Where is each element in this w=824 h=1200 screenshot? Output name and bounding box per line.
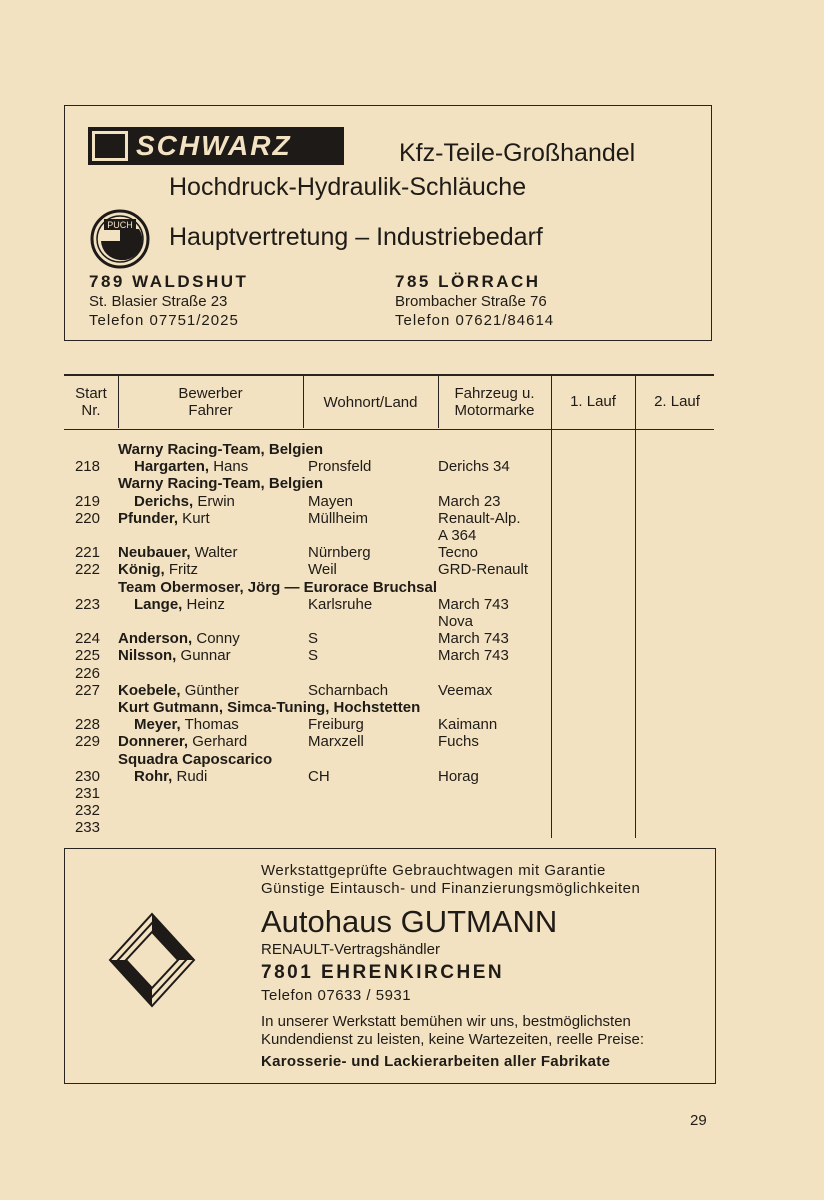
header-wohnort: Wohnort/Land bbox=[323, 394, 418, 411]
header-fahrzeug-line2: Motormarke bbox=[454, 402, 535, 419]
gutmann-phone: Telefon 07633 / 5931 bbox=[261, 987, 412, 1004]
hometown: Freiburg bbox=[308, 716, 364, 734]
ad-text-werkstatt: In unserer Werkstatt bemühen wir uns, bestmöglichsten bbox=[261, 1013, 631, 1030]
header-lauf2: 2. Lauf bbox=[654, 393, 700, 410]
driver-last-name: Lange, bbox=[134, 595, 183, 613]
driver-name bbox=[134, 768, 207, 785]
header-bewerber: Bewerber bbox=[178, 385, 243, 402]
column-divider bbox=[551, 376, 552, 838]
hometown: Marxzell bbox=[308, 733, 364, 751]
driver-name bbox=[118, 544, 237, 561]
start-number: 227 bbox=[74, 681, 100, 699]
hometown: Müllheim bbox=[308, 509, 369, 527]
vehicle: Fuchs bbox=[438, 733, 479, 751]
driver-first-name: Gerhard bbox=[188, 733, 248, 751]
hometown: Nürnberg bbox=[308, 544, 371, 562]
tagline-kfz-teile: Kfz-Teile-Großhandel bbox=[399, 139, 636, 167]
renault-logo-icon bbox=[106, 910, 198, 1010]
driver-first-name: Thomas bbox=[180, 716, 239, 734]
driver-first-name: Fritz bbox=[164, 561, 198, 579]
hometown: S bbox=[308, 647, 319, 665]
driver-name bbox=[134, 458, 248, 475]
driver-last-name: Hargarten, bbox=[134, 458, 210, 476]
driver-last-name: Derichs, bbox=[134, 492, 194, 510]
vehicle: Tecno bbox=[438, 544, 479, 562]
loerrach-city: 785 LÖRRACH bbox=[395, 272, 541, 291]
hometown: Weil bbox=[308, 561, 337, 579]
vehicle: GRD-Renault bbox=[438, 561, 529, 579]
start-number: 221 bbox=[74, 544, 100, 562]
ehrenkirchen-city: 7801 EHRENKIRCHEN bbox=[261, 962, 505, 983]
column-divider bbox=[635, 376, 636, 838]
driver-last-name: Koebele, bbox=[118, 681, 181, 699]
header-fahrer: Fahrer bbox=[188, 402, 233, 419]
start-number: 230 bbox=[74, 767, 100, 785]
tagline-hydraulik: Hochdruck-Hydraulik-Schläuche bbox=[169, 173, 527, 201]
driver-last-name: Nilsson, bbox=[118, 647, 177, 665]
driver-name bbox=[134, 596, 225, 613]
driver-last-name: Neubauer, bbox=[118, 544, 191, 562]
schwarz-logo-text: SCHWARZ bbox=[136, 130, 292, 161]
driver-last-name: Anderson, bbox=[118, 630, 193, 648]
schwarz-logo bbox=[88, 127, 344, 165]
team-name: Warny Racing-Team, Belgien bbox=[118, 475, 324, 493]
team-name: Kurt Gutmann, Simca-Tuning, Hochstetten bbox=[118, 699, 421, 716]
start-number: 229 bbox=[74, 733, 100, 751]
loerrach-phone: Telefon 07621/84614 bbox=[395, 312, 555, 329]
start-number: 226 bbox=[74, 664, 100, 682]
hometown: Pronsfeld bbox=[308, 458, 372, 476]
start-number: 231 bbox=[74, 785, 100, 802]
start-number: 228 bbox=[74, 716, 100, 734]
vehicle: Horag bbox=[438, 767, 479, 785]
driver-name bbox=[118, 647, 231, 664]
driver-name bbox=[118, 682, 239, 699]
driver-last-name: Rohr, bbox=[134, 767, 173, 785]
driver-name bbox=[118, 630, 240, 647]
renault-dealer-line: RENAULT-Vertragshändler bbox=[261, 941, 440, 958]
puch-logo-icon bbox=[90, 209, 150, 269]
driver-last-name: König, bbox=[118, 561, 165, 579]
table-header-rule bbox=[64, 429, 714, 430]
start-number: 225 bbox=[74, 647, 100, 665]
waldshut-phone: Telefon 07751/2025 bbox=[89, 312, 239, 329]
vehicle: Derichs 34 bbox=[438, 458, 510, 476]
driver-first-name: Conny bbox=[192, 630, 240, 648]
header-bewerber-fahrer bbox=[118, 385, 303, 419]
waldshut-street: St. Blasier Straße 23 bbox=[89, 293, 228, 310]
driver-first-name: Kurt bbox=[178, 509, 210, 527]
header-start: Start bbox=[75, 385, 107, 402]
driver-first-name: Walter bbox=[190, 544, 238, 562]
driver-first-name: Erwin bbox=[193, 492, 235, 510]
vehicle: A 364 bbox=[438, 527, 477, 544]
driver-first-name: Heinz bbox=[182, 595, 225, 613]
vehicle: March 743 bbox=[438, 595, 509, 613]
ad-line-gebrauchtwagen: Werkstattgeprüfte Gebrauchtwagen mit Garantie bbox=[261, 862, 606, 879]
autohaus-gutmann-title: Autohaus GUTMANN bbox=[261, 904, 558, 939]
hometown: S bbox=[308, 630, 319, 648]
start-number: 232 bbox=[74, 802, 100, 820]
team-name: Squadra Caposcarico bbox=[118, 750, 273, 768]
start-number: 218 bbox=[74, 458, 100, 476]
start-number: 220 bbox=[74, 509, 100, 527]
header-nr: Nr. bbox=[81, 402, 101, 419]
vehicle: Kaimann bbox=[438, 716, 498, 734]
vehicle: Nova bbox=[438, 613, 474, 630]
vehicle: March 743 bbox=[438, 647, 509, 665]
hometown: Karlsruhe bbox=[308, 595, 373, 613]
start-number: 223 bbox=[74, 595, 100, 613]
vehicle: March 23 bbox=[438, 492, 501, 510]
header-start-nr bbox=[64, 385, 118, 419]
driver-name bbox=[118, 733, 247, 750]
hometown: Scharnbach bbox=[308, 681, 389, 699]
vehicle: Renault-Alp. bbox=[438, 509, 521, 527]
ad-line-eintausch: Günstige Eintausch- und Finanzierungsmöglichkeiten bbox=[261, 880, 641, 897]
team-name: Team Obermoser, Jörg — Eurorace Bruchsal bbox=[118, 578, 438, 596]
hometown: CH bbox=[308, 767, 330, 785]
start-number: 219 bbox=[74, 492, 100, 510]
table-top-rule bbox=[64, 374, 714, 376]
driver-name bbox=[118, 561, 198, 578]
vehicle: Veemax bbox=[438, 681, 493, 699]
header-fahrzeug-line1: Fahrzeug u. bbox=[454, 385, 535, 402]
puch-logo-text: PUCH bbox=[107, 220, 133, 230]
start-number: 224 bbox=[74, 630, 100, 648]
team-name: Warny Racing-Team, Belgien bbox=[118, 441, 324, 458]
ad-text-karosserie: Karosserie- und Lackierarbeiten aller Fabrikate bbox=[261, 1053, 611, 1070]
page-number: 29 bbox=[690, 1112, 707, 1129]
driver-name bbox=[118, 510, 210, 527]
start-number: 222 bbox=[74, 561, 100, 579]
header-lauf1: 1. Lauf bbox=[570, 393, 616, 410]
loerrach-street: Brombacher Straße 76 bbox=[395, 293, 547, 310]
start-number: 233 bbox=[74, 819, 100, 837]
driver-first-name: Rudi bbox=[172, 767, 208, 785]
driver-first-name: Hans bbox=[209, 458, 249, 476]
driver-last-name: Donnerer, bbox=[118, 733, 189, 751]
header-fahrzeug bbox=[438, 385, 551, 419]
driver-name bbox=[134, 716, 239, 733]
vehicle: March 743 bbox=[438, 630, 509, 648]
tagline-hauptvertretung: Hauptvertretung – Industriebedarf bbox=[169, 223, 543, 251]
waldshut-city: 789 WALDSHUT bbox=[89, 272, 249, 291]
ad-text-kundendienst: Kundendienst zu leisten, keine Wartezeiten, reelle Preise: bbox=[261, 1031, 644, 1048]
driver-first-name: Günther bbox=[180, 681, 239, 699]
driver-name bbox=[134, 493, 235, 510]
driver-last-name: Pfunder, bbox=[118, 509, 179, 527]
driver-first-name: Gunnar bbox=[176, 647, 231, 665]
schwarz-logo-s-block bbox=[92, 131, 128, 161]
driver-last-name: Meyer, bbox=[134, 716, 181, 734]
hometown: Mayen bbox=[308, 492, 354, 510]
